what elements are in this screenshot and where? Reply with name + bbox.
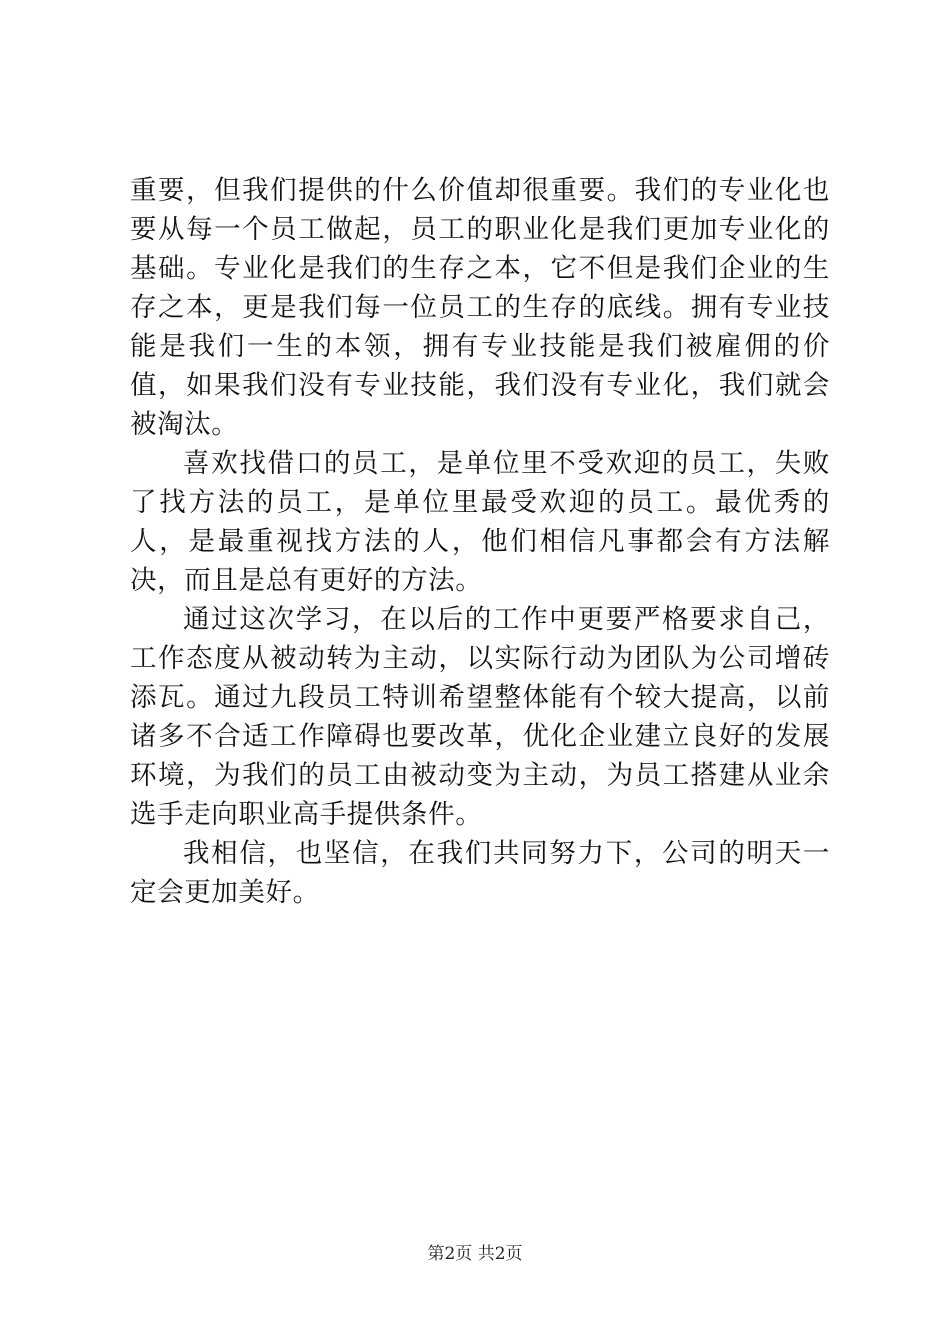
paragraph-excuses: 喜欢找借口的员工，是单位里不受欢迎的员工，失败了找方法的员工，是单位里最受欢迎的员工。最优秀的人，是最重视找方法的人，他们相信凡事都会有方法解决，而且是总有更好的方法。 — [130, 448, 830, 596]
page-number-footer: 第2页 共2页 — [427, 1244, 523, 1264]
body-text — [130, 171, 830, 912]
paragraph-study: 通过这次学习，在以后的工作中更要严格要求自己，工作态度从被动转为主动，以实际行动为团队为公司增砖添瓦。通过九段员工特训希望整体能有个较大提高，以前诸多不合适工作障碍也要改革，优化企业建立良好的发展环境，为我们的员工由被动变为主动，为员工搭建从业余选手走向职业高手提供条件。 — [130, 604, 830, 830]
paragraph-closing: 我相信，也坚信，在我们共同努力下，公司的明天一定会更加美好。 — [130, 838, 830, 908]
paragraph-continued: 重要，但我们提供的什么价值却很重要。我们的专业化也要从每一个员工做起，员工的职业化是我们更加专业化的基础。专业化是我们的生存之本，它不但是我们企业的生存之本，更是我们每一位员工的生存的底线。拥有专业技能是我们一生的本领，拥有专业技能是我们被雇佣的价值，如果我们没有专业技能，我们没有专业化，我们就会被淘汰。 — [130, 175, 830, 440]
